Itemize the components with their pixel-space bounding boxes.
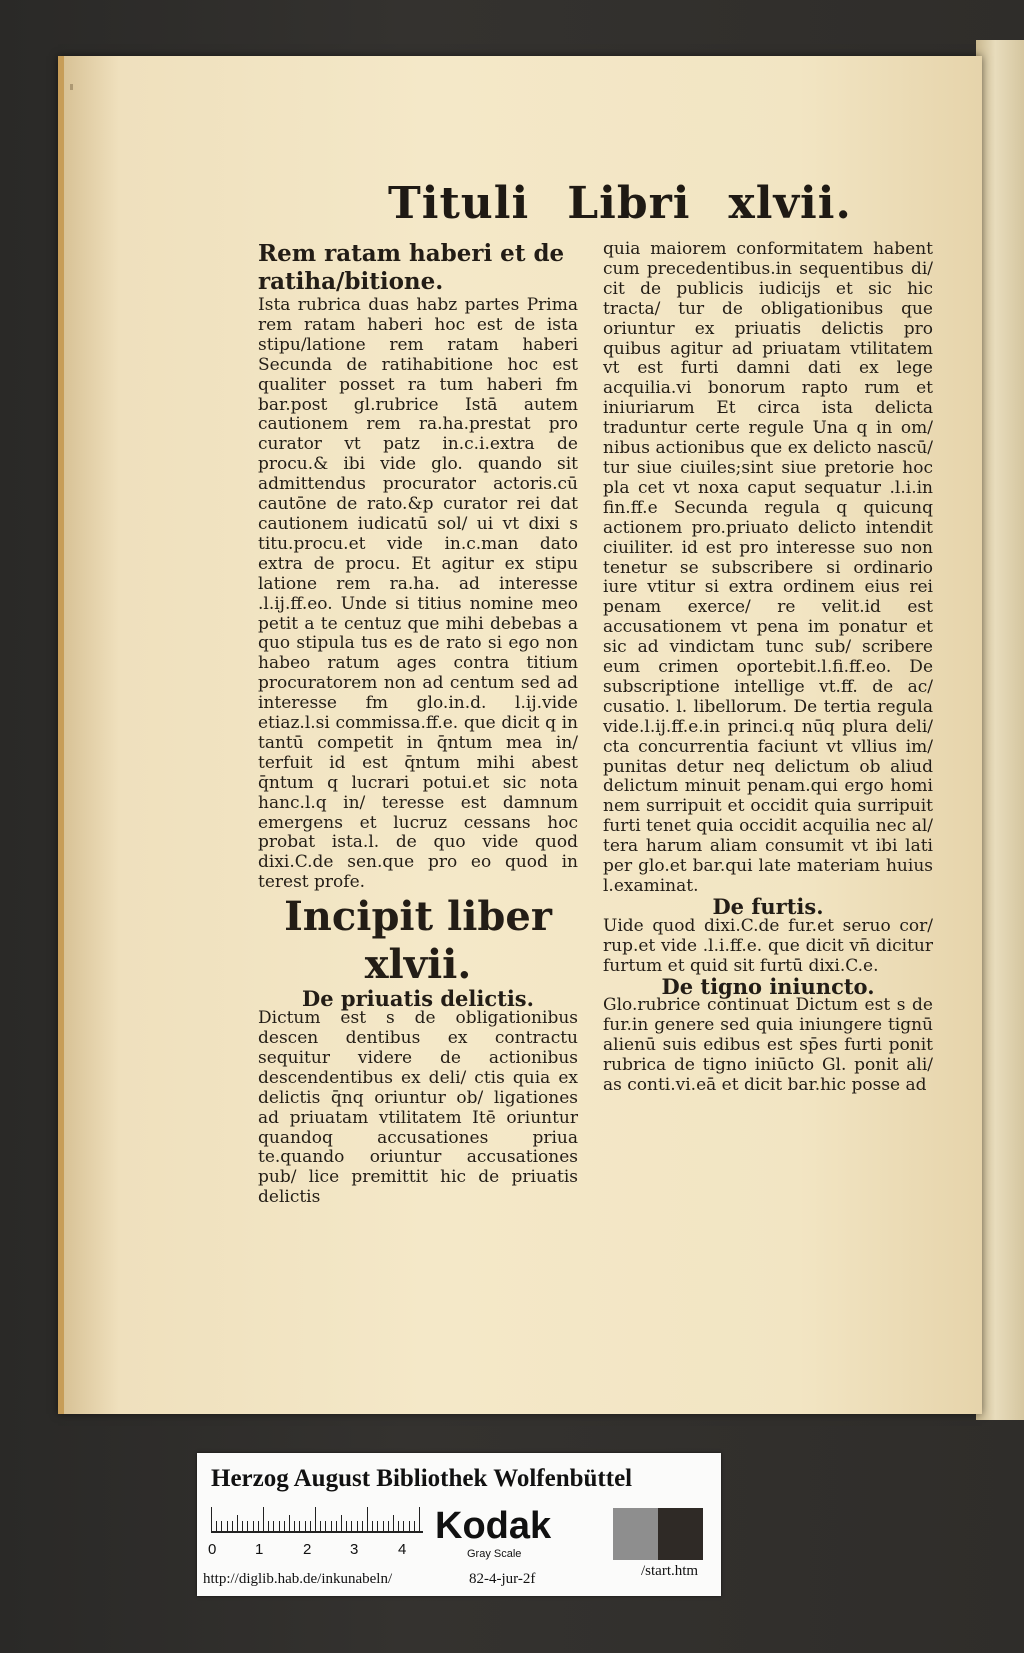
ruler-tick — [211, 1507, 212, 1531]
ruler-tick — [393, 1515, 394, 1531]
ruler-tick — [247, 1521, 248, 1531]
ruler-tick — [253, 1521, 254, 1531]
ruler-tick — [403, 1521, 404, 1531]
ruler-tick — [388, 1521, 389, 1531]
left-column — [258, 240, 578, 1208]
ruler-tick — [273, 1521, 274, 1531]
ruler-tick — [289, 1515, 290, 1531]
section-title: Rem ratam haberi et de ratiha/bitione. — [258, 240, 565, 295]
scale-number: 4 — [398, 1541, 407, 1558]
body-paragraph: Glo.rubrice continuat Dictum est s de fur.in genere sed quia iniungere tignū alienū suis edibus est sp̄es furti ponit rubrica de tigno iniūcto Gl. ponit ali/ as conti.vi.eā et dicit bar.hic posse ad — [603, 995, 933, 1096]
library-label — [197, 1453, 721, 1596]
ruler-tick — [325, 1521, 326, 1531]
ruler-tick — [227, 1521, 228, 1531]
adjacent-page-edge — [976, 40, 1024, 1420]
ruler-tick — [258, 1521, 259, 1531]
scale-number: 3 — [350, 1541, 359, 1558]
ruler-tick — [232, 1521, 233, 1531]
page-mark — [70, 84, 73, 90]
body-paragraph: Uide quod dixi.C.de fur.et seruo cor/ rup.et vide .l.i.ff.e. que dicit vn̄ dicitur furtum et quid sit furtū dixi.C.e. — [603, 915, 933, 976]
scale-number: 0 — [208, 1541, 217, 1558]
ruler-tick — [263, 1507, 264, 1531]
running-head — [388, 178, 890, 229]
book-heading: Incipit liber xlvii. — [284, 893, 552, 989]
ruler-tick — [221, 1521, 222, 1531]
institution-name: Herzog August Bibliothek Wolfenbüttel — [211, 1465, 633, 1492]
running-head-word: xlvii. — [728, 178, 852, 229]
ruler-tick — [419, 1507, 420, 1531]
ruler-tick — [310, 1521, 311, 1531]
running-head-word: Tituli — [388, 178, 530, 229]
ruler-tick — [367, 1507, 368, 1531]
ruler-tick — [331, 1521, 332, 1531]
right-column — [603, 240, 933, 1096]
ruler-tick — [242, 1521, 243, 1531]
ruler-tick — [284, 1521, 285, 1531]
ruler-tick — [305, 1521, 306, 1531]
ruler-tick — [346, 1521, 347, 1531]
running-head-word: Libri — [567, 178, 691, 229]
ruler-tick — [383, 1521, 384, 1531]
ruler-tick — [320, 1521, 321, 1531]
ruler-tick — [279, 1521, 280, 1531]
ruler-tick — [409, 1521, 410, 1531]
ruler-tick — [372, 1521, 373, 1531]
body-paragraph: quia maiorem conformitatem habent cum precedentibus.in sequentibus di/ cit de publicis iudicijs et sic hic tracta/ tur de obligationibus que oriuntur ex priuatis delictis pro quibus agitur ad priuatam vtilitatem vt est furti damni dati ex lege acquilia.vi bonorum rapto rum et iniuriarum Et circa ista delicta traduntur certe regule Una q in om/ nibus actionibus que ex delicto nascū/ tur siue ciuiles;sint siue pretorie hoc pla cet vt noxa caput sequatur .l.i.in fin.ff.e Secunda regula q quicunq actionem pro.priuato delicto intendit ciuiliter. id est pro interesse suo non tenetur se subscribere si ordinario iure vtitur si extra ordinem eius rei penam exerce/ re velit.id est accusationem vt pena im ponatur et sic ad vindictam tunc sub/ scribere eum crimen oportebit.l.fi.ff.eo. De subscriptione intellige vt.ff. de ac/ cusatio. l. libellorum. De tertia regula vide.l.ij.ff.e.in princi.q nūq plura deli/ cta concurrentia faciunt vt vllius im/ punitas detur neq delictum ob aliud delictum minuit penam.qui ergo homi nem surripuit et occidit quia surripuit furti tenet quia occidit acquilia nec al/ tera harum aliam consumit vt ibi lati per glo.et bar.qui late materiam huius l.examinat. — [603, 239, 933, 896]
ruler-tick — [336, 1521, 337, 1531]
ruler-tick — [294, 1521, 295, 1531]
ruler-tick — [299, 1521, 300, 1531]
start-link: /start.htm — [641, 1563, 699, 1579]
ruler-tick — [351, 1521, 352, 1531]
sub-heading: De furtis. — [712, 893, 824, 919]
sub-heading: De tigno iniuncto. — [661, 973, 875, 999]
gray-swatch — [613, 1508, 658, 1560]
body-paragraph: Ista rubrica duas habz partes Prima rem ratam haberi hoc est de ista stipu/latione rem ratam haberi Secunda de ratihabitione hoc est qualiter posset ra tum haberi fm bar.post gl.rubrice Istā autem cautionem rem ra.ha.prestat pro curator vt patz in.c.i.extra de procu.& ibi vide glo. quando sit admittendus procurator actoris.cū cautōne de rato.&p curator rei dat cautionem iudicatū sol/ ui vt dixi s titu.procu.et vide in.c.man dato extra de procu. Et agitur ex stipu latione rem ra.ha. ad interesse .l.ij.ff.eo. Unde si titius nomine meo petit a te centuz que mihi debebas a quo stipula tus es de rato si ego non habeo ratum ages contra titium procuratorem non ad centum sed ad interesse fm glo.in.d. l.ij.vide etiaz.l.si commissa.ff.e. que dicit q in tantū competit in q̄ntum mea in/ terfuit id est q̄ntum mihi abest q̄ntum q lucrari potui.et sic nota hanc.l.q in/ teresse est damnum emergens et lucruz cessans hoc probat ista.l. de quo vide quod dixi.C.de sen.que pro eo quod in terest profe. — [258, 295, 578, 893]
ruler-tick — [237, 1515, 238, 1531]
ruler-tick — [216, 1521, 217, 1531]
ruler-tick — [398, 1521, 399, 1531]
shelfmark: 82-4-jur-2f — [469, 1571, 536, 1587]
body-paragraph: Dictum est s de obligationibus descen dentibus ex contractu sequitur videre de actionibus descendentibus ex deli/ ctis quia ex delictis q̄nq oriuntur ob/ ligationes ad priuatam vtilitatem Itē oriuntur quandoq accusationes priua te.quando oriuntur accusationes pub/ lice premittit hic de priuatis delictis — [258, 1008, 578, 1208]
ruler-tick — [414, 1521, 415, 1531]
kodak-logo: Kodak — [435, 1505, 552, 1547]
ruler-tick — [341, 1515, 342, 1531]
ruler-tick — [315, 1507, 316, 1531]
library-url: http://diglib.hab.de/inkunabeln/ — [203, 1571, 393, 1587]
ruler-tick — [268, 1521, 269, 1531]
scale-ruler — [211, 1505, 423, 1533]
dark-swatch — [658, 1508, 703, 1560]
gray-scale-caption: Gray Scale — [467, 1548, 522, 1560]
ruler-tick — [362, 1521, 363, 1531]
sub-heading: De priuatis delictis. — [302, 986, 534, 1012]
ruler-tick — [377, 1521, 378, 1531]
scale-number: 1 — [255, 1541, 264, 1558]
ruler-tick — [357, 1521, 358, 1531]
scale-number: 2 — [303, 1541, 312, 1558]
